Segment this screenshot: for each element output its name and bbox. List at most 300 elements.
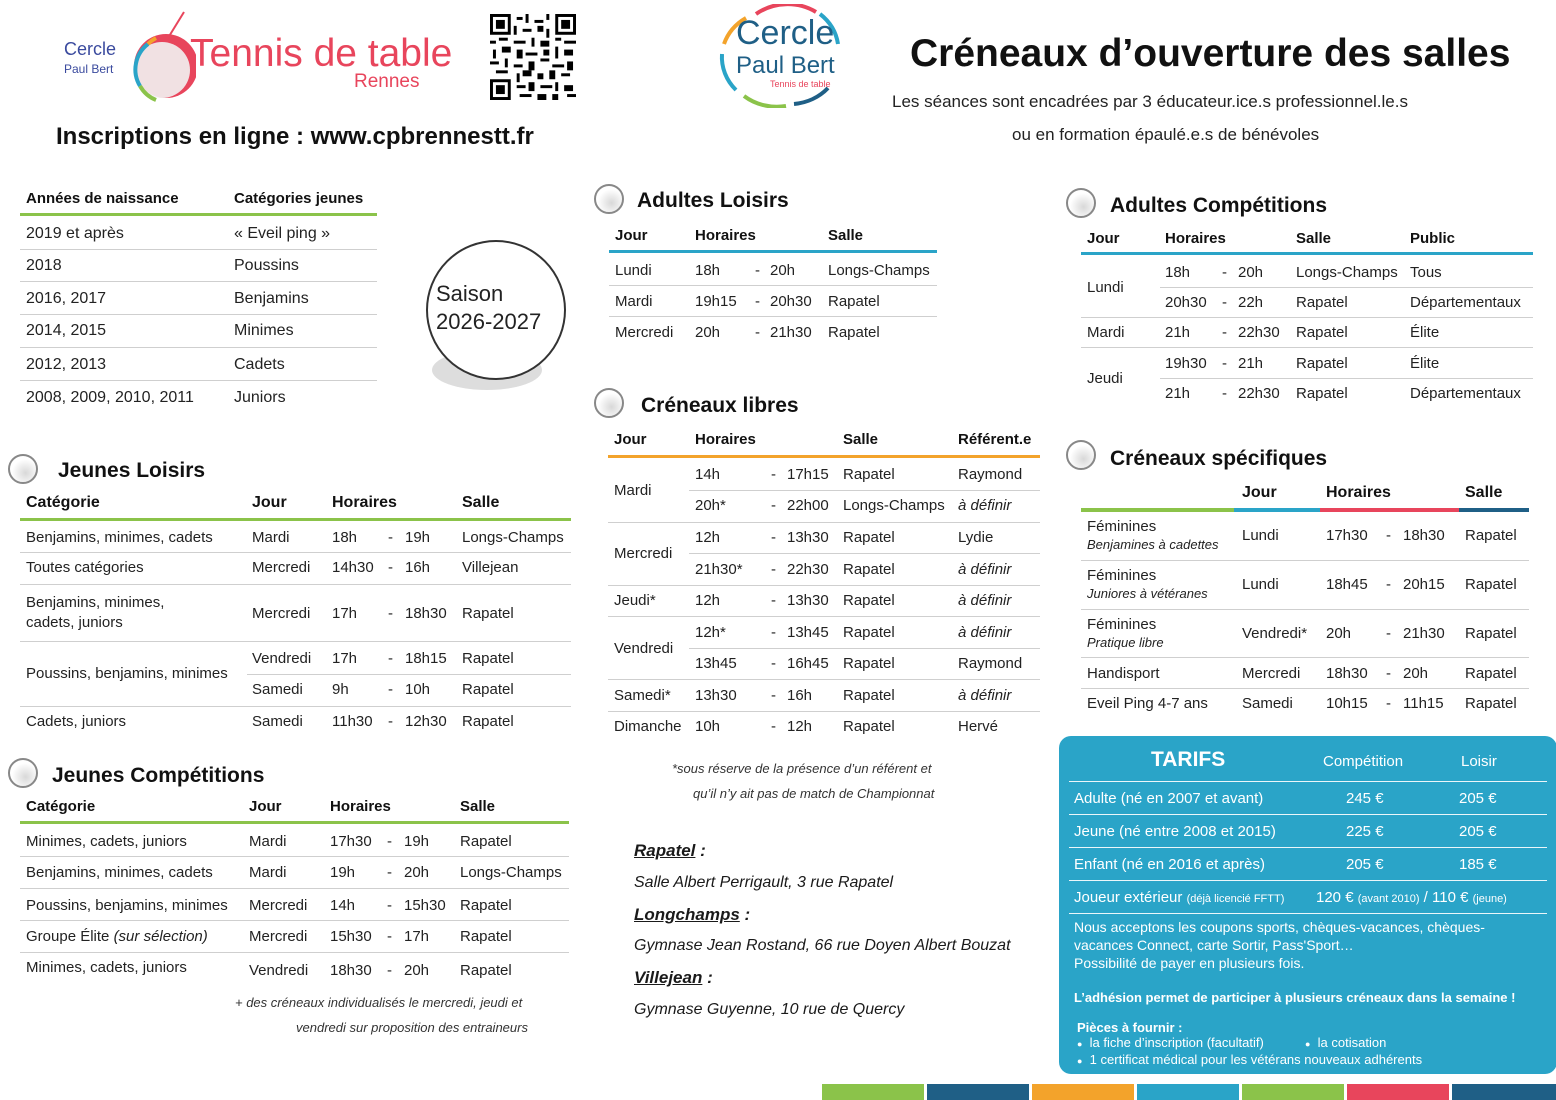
logo-rennes-text: Rennes: [354, 71, 420, 92]
table-row-cell: -: [388, 713, 393, 730]
ping-pong-logo-icon: [126, 8, 196, 108]
cs-header-line-pink: [1320, 508, 1459, 512]
table-row-cell: 20h: [404, 864, 430, 881]
table-row-cell: 11h30: [332, 713, 373, 730]
tarif-row-loisir: 205 €: [1459, 823, 1497, 840]
table-row-cell: 19h15: [695, 293, 737, 310]
table-row-cell: 20h: [1326, 625, 1352, 642]
cs-header-line-blue: [1234, 508, 1320, 512]
table-row-cell: Lydie: [958, 529, 994, 546]
table-row-cell: -: [387, 864, 392, 881]
table-row-cell: Lundi: [1242, 527, 1279, 544]
color-bar-pink: [1347, 1084, 1449, 1100]
color-bar-green-2: [1242, 1084, 1344, 1100]
table-row-cell: Mardi: [1087, 324, 1125, 341]
logo2-tt-text: Tennis de table: [770, 79, 831, 89]
table-row-cell: Tous: [1410, 264, 1442, 281]
table-row-cell: -: [1222, 264, 1227, 281]
table-row-cell: Pratique libre: [1087, 635, 1164, 650]
jl-header-jour: Jour: [252, 494, 287, 511]
table-row-cell: Poussins: [234, 257, 299, 274]
table-row-cell: Eveil Ping 4-7 ans: [1087, 695, 1208, 712]
table-row-cell: 17h15: [787, 466, 829, 483]
address-rapatel-heading: [634, 841, 706, 861]
logo-tennis-de-table-text: Tennis de table: [190, 32, 453, 75]
table-row-cell: Mardi: [249, 864, 287, 881]
inscriptions-link[interactable]: Inscriptions en ligne : www.cpbrennestt.fr: [56, 123, 534, 150]
row-divider: [1160, 287, 1533, 288]
table-row-cell: 10h: [695, 718, 721, 735]
row-divider: [1081, 317, 1533, 318]
row-divider: [20, 920, 569, 921]
table-row-cell: -: [1386, 665, 1391, 682]
table-row-cell: 20h: [1403, 665, 1429, 682]
table-row-cell: Juniores à vétéranes: [1087, 586, 1208, 601]
cs-header-horaires: Horaires: [1326, 484, 1391, 501]
creneaux-libres-title: Créneaux libres: [641, 394, 799, 417]
table-row-cell: Vendredi: [614, 640, 674, 657]
table-row-cell: 21h: [1238, 355, 1264, 372]
coupons-line-1: Nous acceptons les coupons sports, chèques-vacances, chèques-: [1074, 919, 1485, 935]
table-row-cell: 16h: [787, 687, 813, 704]
tarif-exterieur-row: [1074, 889, 1284, 906]
cs-header-line-navy: [1459, 508, 1529, 512]
al-header-jour: Jour: [615, 227, 648, 244]
table-row-cell: 18h15: [405, 650, 447, 667]
page-title: Créneaux d’ouverture des salles: [910, 32, 1511, 75]
table-row-cell: Rapatel: [843, 655, 895, 672]
row-divider: [20, 249, 377, 250]
table-row-cell: Départementaux: [1410, 294, 1521, 311]
tarif-row-label: Jeune (né entre 2008 et 2015): [1074, 823, 1276, 840]
table-row-cell: 22h30: [787, 561, 829, 578]
tarifs-panel: [1059, 736, 1556, 1074]
table-row-cell: Minimes, cadets, juniors: [26, 959, 187, 976]
table-row-cell: -: [1386, 625, 1391, 642]
table-row-cell: Rapatel: [843, 687, 895, 704]
table-row-cell: Poussins, benjamins, minimes: [26, 897, 228, 914]
table-row-cell: 15h30: [330, 928, 372, 945]
table-row-cell: Rapatel: [462, 681, 514, 698]
table-row-cell: Benjamins: [234, 290, 309, 307]
table-row-cell: « Eveil ping »: [234, 225, 331, 242]
table-row-cell: 22h30: [1238, 385, 1280, 402]
tarif-row-label: Enfant (né en 2016 et après): [1074, 856, 1265, 873]
row-divider: [20, 552, 571, 553]
table-row-cell: Poussins, benjamins, minimes: [26, 665, 228, 682]
table-row-cell: Mardi: [615, 293, 653, 310]
ac-header-public: Public: [1410, 230, 1456, 247]
tarifs-divider: [1069, 880, 1547, 881]
tarifs-divider: [1069, 781, 1547, 782]
ac-header-jour: Jour: [1087, 230, 1120, 247]
table-row-cell: 2018: [26, 257, 62, 274]
rapatel-label: Rapatel: [634, 841, 696, 860]
ac-header-salle: Salle: [1296, 230, 1332, 247]
row-divider: [608, 616, 1040, 617]
table-row-cell: [26, 928, 208, 945]
adultes-competitions-title: Adultes Compétitions: [1110, 194, 1328, 217]
cl-header-salle: Salle: [843, 431, 879, 448]
table-row-cell: 12h: [695, 529, 721, 546]
table-row-cell: -: [755, 293, 760, 310]
table-row-cell: Rapatel: [1465, 665, 1517, 682]
row-divider: [1081, 347, 1533, 348]
table-row-cell: Jeudi: [1087, 370, 1123, 387]
row-divider: [608, 522, 1040, 523]
piece-1: la fiche d’inscription (facultatif): [1089, 1035, 1264, 1050]
coupons-line-3: Possibilité de payer en plusieurs fois.: [1074, 955, 1305, 971]
table-row-cell: -: [388, 559, 393, 576]
row-divider: [1160, 378, 1533, 379]
jeunes-competitions-title: Jeunes Compétitions: [52, 764, 265, 787]
row-divider: [609, 285, 937, 286]
table-row-cell: Vendredi: [249, 962, 309, 979]
categories-header-line: [20, 213, 377, 216]
cl-header-referent: Référent.e: [958, 431, 1032, 448]
row-divider: [608, 711, 1040, 712]
jc-header-jour: Jour: [249, 798, 282, 815]
colon: :: [739, 905, 751, 924]
table-row-cell: 17h30: [330, 833, 372, 850]
table-row-cell: Rapatel: [1465, 695, 1517, 712]
pieces-title: Pièces à fournir :: [1077, 1020, 1183, 1035]
piece-2: la cotisation: [1317, 1035, 1387, 1050]
table-row-cell: Minimes, cadets, juniors: [26, 833, 187, 850]
table-row-cell: 19h: [330, 864, 356, 881]
table-row-cell: 17h: [332, 650, 358, 667]
table-row-cell: -: [387, 962, 392, 979]
table-row-cell: -: [388, 605, 393, 622]
tarif-row-loisir: 185 €: [1459, 856, 1497, 873]
address-villejean-heading: [634, 968, 713, 988]
table-row-cell: Jeudi*: [614, 592, 656, 609]
color-bar-green: [822, 1084, 924, 1100]
table-row-cell: Rapatel: [462, 650, 514, 667]
al-header-horaires: Horaires: [695, 227, 756, 244]
table-row-cell: 21h: [1165, 324, 1191, 341]
tarifs-col-loisir: Loisir: [1461, 753, 1497, 770]
row-divider: [20, 706, 571, 707]
address-longchamps: Gymnase Jean Rostand, 66 rue Doyen Albert Bouzat: [634, 937, 1011, 954]
table-row-cell: Handisport: [1087, 665, 1160, 682]
table-row-cell: 17h: [332, 605, 358, 622]
table-row-cell: Rapatel: [1296, 324, 1348, 341]
tarif-row-loisir: 205 €: [1459, 790, 1497, 807]
table-row-cell: 11h15: [1403, 695, 1444, 712]
table-row-cell: Rapatel: [462, 605, 514, 622]
table-row-cell: Rapatel: [843, 624, 895, 641]
table-row-cell: -: [771, 529, 776, 546]
table-row-cell: Cadets: [234, 356, 285, 373]
address-longchamps-heading: [634, 905, 750, 925]
logo2-cercle-text: Cercle: [736, 14, 835, 52]
table-row-cell: 10h: [405, 681, 431, 698]
jc-header-horaires: Horaires: [330, 798, 391, 815]
table-row-cell: à définir: [958, 497, 1012, 514]
table-row-cell: -: [1386, 695, 1391, 712]
jl-header-line: [20, 518, 571, 521]
sur-selection-note: (sur sélection): [113, 928, 208, 945]
table-row-cell: Mercredi: [615, 324, 674, 341]
row-divider: [20, 888, 569, 889]
jeunes-loisirs-title: Jeunes Loisirs: [58, 459, 206, 482]
saison-label: Saison: [436, 281, 504, 306]
table-row-cell: 16h: [405, 559, 431, 576]
table-row-cell: Mardi: [249, 833, 287, 850]
table-row-cell: 14h: [330, 897, 356, 914]
table-row-cell: 13h30: [787, 592, 829, 609]
ping-pong-ball-icon: [8, 454, 38, 484]
pieces-line-2: [1077, 1052, 1422, 1067]
tarif-exterieur-price-1: 120 €: [1316, 889, 1354, 906]
table-row-cell: -: [1222, 355, 1227, 372]
color-bar-orange: [1032, 1084, 1134, 1100]
table-row-cell: Rapatel: [828, 324, 880, 341]
table-row-cell: Rapatel: [828, 293, 880, 310]
table-row-cell: Vendredi: [252, 650, 312, 667]
categories-header-categories: Catégories jeunes: [234, 190, 364, 207]
table-row-cell: Féminines: [1087, 616, 1157, 633]
table-row-cell: Féminines: [1087, 518, 1157, 535]
pieces-line-1: [1077, 1035, 1264, 1050]
table-row-cell: -: [1222, 385, 1227, 402]
tarifs-title: TARIFS: [1151, 748, 1226, 771]
table-row-cell: 21h30: [1403, 625, 1445, 642]
ac-header-horaires: Horaires: [1165, 230, 1226, 247]
ping-pong-ball-icon: [594, 184, 624, 214]
table-row-cell: 2019 et après: [26, 225, 124, 242]
table-row-cell: Rapatel: [1465, 625, 1517, 642]
cl-note-line-2: qu’il n’y ait pas de match de Championnat: [693, 786, 935, 801]
table-row-cell: Longs-Champs: [843, 497, 945, 514]
row-divider: [1081, 609, 1529, 610]
table-row-cell: -: [1222, 324, 1227, 341]
table-row-cell: Rapatel: [460, 833, 512, 850]
row-divider: [20, 952, 569, 953]
table-row-cell: Cadets, juniors: [26, 713, 127, 730]
table-row-cell: Mercredi: [252, 605, 311, 622]
tarif-exterieur-slash: /: [1423, 889, 1428, 906]
table-row-cell: -: [771, 624, 776, 641]
ping-pong-ball-icon: [1066, 440, 1096, 470]
table-row-cell: Élite: [1410, 324, 1440, 341]
tarif-exterieur-label: Joueur extérieur: [1074, 889, 1183, 906]
table-row-cell: Rapatel: [1296, 355, 1348, 372]
tarif-exterieur-note-1: (avant 2010): [1357, 893, 1420, 905]
table-row-cell: -: [388, 650, 393, 667]
table-row-cell: 9h: [332, 681, 349, 698]
table-row-cell: -: [771, 497, 776, 514]
qr-code-icon: [490, 14, 576, 100]
table-row-cell: 18h: [332, 529, 358, 546]
table-row-cell: à définir: [958, 561, 1012, 578]
table-row-cell: 18h30: [1403, 527, 1445, 544]
groupe-elite-label: Groupe Élite: [26, 928, 110, 945]
table-row-cell: Longs-Champs: [1296, 264, 1398, 281]
table-row-cell: Mardi: [252, 529, 290, 546]
row-divider: [1081, 657, 1529, 658]
table-row-cell: 18h30: [405, 605, 447, 622]
table-row-cell: 21h30: [770, 324, 812, 341]
pieces-line-1b: [1305, 1035, 1386, 1050]
cl-header-jour: Jour: [614, 431, 647, 448]
table-row-cell: à définir: [958, 624, 1012, 641]
row-divider: [608, 585, 1040, 586]
table-row-cell: 14h: [695, 466, 721, 483]
table-row-cell: Toutes catégories: [26, 559, 144, 576]
table-row-cell: Longs-Champs: [462, 529, 564, 546]
table-row-cell: -: [1222, 294, 1227, 311]
table-row-cell: 20h30: [1165, 294, 1207, 311]
table-row-cell: -: [755, 262, 760, 279]
logo2-paulbert-text: Paul Bert: [736, 52, 835, 79]
table-row-cell: 21h: [1165, 385, 1191, 402]
tarifs-divider: [1069, 847, 1547, 848]
tarif-row-label: Adulte (né en 2007 et avant): [1074, 790, 1264, 807]
table-row-cell: cadets, juniors: [26, 614, 123, 631]
row-divider: [20, 856, 569, 857]
table-row-cell: 22h: [1238, 294, 1264, 311]
row-divider: [20, 347, 377, 348]
table-row-cell: Lundi: [1087, 279, 1124, 296]
table-row-cell: Minimes: [234, 322, 294, 339]
table-row-cell: Mercredi: [614, 545, 673, 562]
table-row-cell: Rapatel: [843, 466, 895, 483]
table-row-cell: -: [771, 687, 776, 704]
jc-header-salle: Salle: [460, 798, 496, 815]
tarif-exterieur-price-2: 110 €: [1432, 889, 1469, 906]
table-row-cell: 16h45: [787, 655, 829, 672]
table-row-cell: Mercredi: [252, 559, 311, 576]
table-row-cell: Samedi*: [614, 687, 671, 704]
row-divider: [20, 380, 377, 381]
table-row-cell: 18h: [695, 262, 721, 279]
table-row-cell: Longs-Champs: [828, 262, 930, 279]
table-row-cell: 12h*: [695, 624, 726, 641]
table-row-cell: Mercredi: [1242, 665, 1301, 682]
jl-header-horaires: Horaires: [332, 494, 397, 511]
tarifs-divider: [1069, 913, 1547, 914]
colon: :: [702, 968, 713, 987]
table-row-cell: 17h30: [1326, 527, 1368, 544]
logo-paulbert-text: Paul Bert: [64, 62, 114, 76]
row-divider: [689, 490, 1040, 491]
table-row-cell: à définir: [958, 592, 1012, 609]
table-row-cell: 20h: [695, 324, 721, 341]
color-bar-blue: [1137, 1084, 1239, 1100]
cs-header-salle: Salle: [1465, 484, 1503, 501]
table-row-cell: Raymond: [958, 655, 1023, 672]
table-row-cell: Rapatel: [462, 713, 514, 730]
table-row-cell: 22h30: [1238, 324, 1280, 341]
cl-note-line-1: *sous réserve de la présence d’un référent et: [672, 761, 932, 776]
table-row-cell: Raymond: [958, 466, 1023, 483]
table-row-cell: Rapatel: [843, 529, 895, 546]
tarif-row-competition: 245 €: [1346, 790, 1384, 807]
tarif-exterieur-note: (déjà licencié FFTT): [1186, 893, 1285, 905]
jc-note-line-1: + des créneaux individualisés le mercredi, jeudi et: [235, 995, 523, 1010]
table-row-cell: Rapatel: [460, 928, 512, 945]
table-row-cell: Rapatel: [1465, 527, 1517, 544]
table-row-cell: Benjamines à cadettes: [1087, 537, 1219, 552]
table-row-cell: 13h30: [695, 687, 737, 704]
cs-header-line-green: [1081, 508, 1234, 512]
table-row-cell: -: [387, 897, 392, 914]
table-row-cell: 2012, 2013: [26, 356, 107, 373]
table-row-cell: 2014, 2015: [26, 322, 107, 339]
bullet-icon: ●: [1305, 1039, 1311, 1049]
table-row-cell: Départementaux: [1410, 385, 1521, 402]
subtitle-line-1: Les séances sont encadrées par 3 éducateur.ice.s professionnel.le.s: [892, 92, 1408, 111]
table-row-cell: Mercredi: [249, 928, 308, 945]
table-row-cell: Mercredi: [249, 897, 308, 914]
row-divider: [609, 316, 937, 317]
cl-header-line: [608, 455, 1040, 458]
row-divider: [20, 281, 377, 282]
creneaux-specifiques-title: Créneaux spécifiques: [1110, 447, 1328, 470]
table-row-cell: à définir: [958, 687, 1012, 704]
table-row-cell: Samedi: [252, 713, 303, 730]
table-row-cell: 18h45: [1326, 576, 1368, 593]
ac-header-line: [1081, 252, 1533, 255]
coupons-line-2: vacances Connect, carte Sortir, Pass'Sport…: [1074, 937, 1354, 953]
table-row-cell: Rapatel: [460, 962, 512, 979]
table-row-cell: Dimanche: [614, 718, 682, 735]
jl-header-categorie: Catégorie: [26, 494, 100, 511]
color-bar-navy: [927, 1084, 1029, 1100]
bullet-icon: ●: [1077, 1056, 1083, 1066]
table-row-cell: Élite: [1410, 355, 1440, 372]
jc-note-line-2: vendredi sur proposition des entraineurs: [296, 1020, 528, 1035]
cs-header-jour: Jour: [1242, 484, 1277, 501]
longchamps-label: Longchamps: [634, 905, 740, 924]
table-row-cell: 20h: [404, 962, 430, 979]
row-divider: [247, 674, 571, 675]
adultes-loisirs-title: Adultes Loisirs: [637, 189, 789, 212]
table-row-cell: 13h45: [695, 655, 737, 672]
table-row-cell: -: [771, 655, 776, 672]
table-row-cell: 2016, 2017: [26, 290, 107, 307]
row-divider: [20, 584, 571, 585]
table-row-cell: 21h30*: [695, 561, 743, 578]
table-row-cell: 20h30: [770, 293, 812, 310]
table-row-cell: Lundi: [615, 262, 652, 279]
table-row-cell: -: [755, 324, 760, 341]
table-row-cell: 12h: [787, 718, 813, 735]
table-row-cell: 15h30: [404, 897, 446, 914]
table-row-cell: 22h00: [787, 497, 829, 514]
al-header-line: [609, 250, 937, 253]
row-divider: [689, 553, 1040, 554]
table-row-cell: 20h: [770, 262, 796, 279]
table-row-cell: 18h: [1165, 264, 1191, 281]
table-row-cell: 20h*: [695, 497, 726, 514]
jl-header-salle: Salle: [462, 494, 500, 511]
table-row-cell: 18h30: [1326, 665, 1368, 682]
table-row-cell: Hervé: [958, 718, 999, 735]
table-row-cell: -: [771, 466, 776, 483]
row-divider: [20, 641, 571, 642]
table-row-cell: Rapatel: [1296, 294, 1348, 311]
table-row-cell: Longs-Champs: [460, 864, 562, 881]
color-bar-navy-2: [1452, 1084, 1556, 1100]
tarif-exterieur-prices: [1316, 889, 1507, 906]
categories-header-annees: Années de naissance: [26, 190, 179, 207]
table-row-cell: -: [1386, 527, 1391, 544]
table-row-cell: Féminines: [1087, 567, 1157, 584]
jc-header-categorie: Catégorie: [26, 798, 96, 815]
